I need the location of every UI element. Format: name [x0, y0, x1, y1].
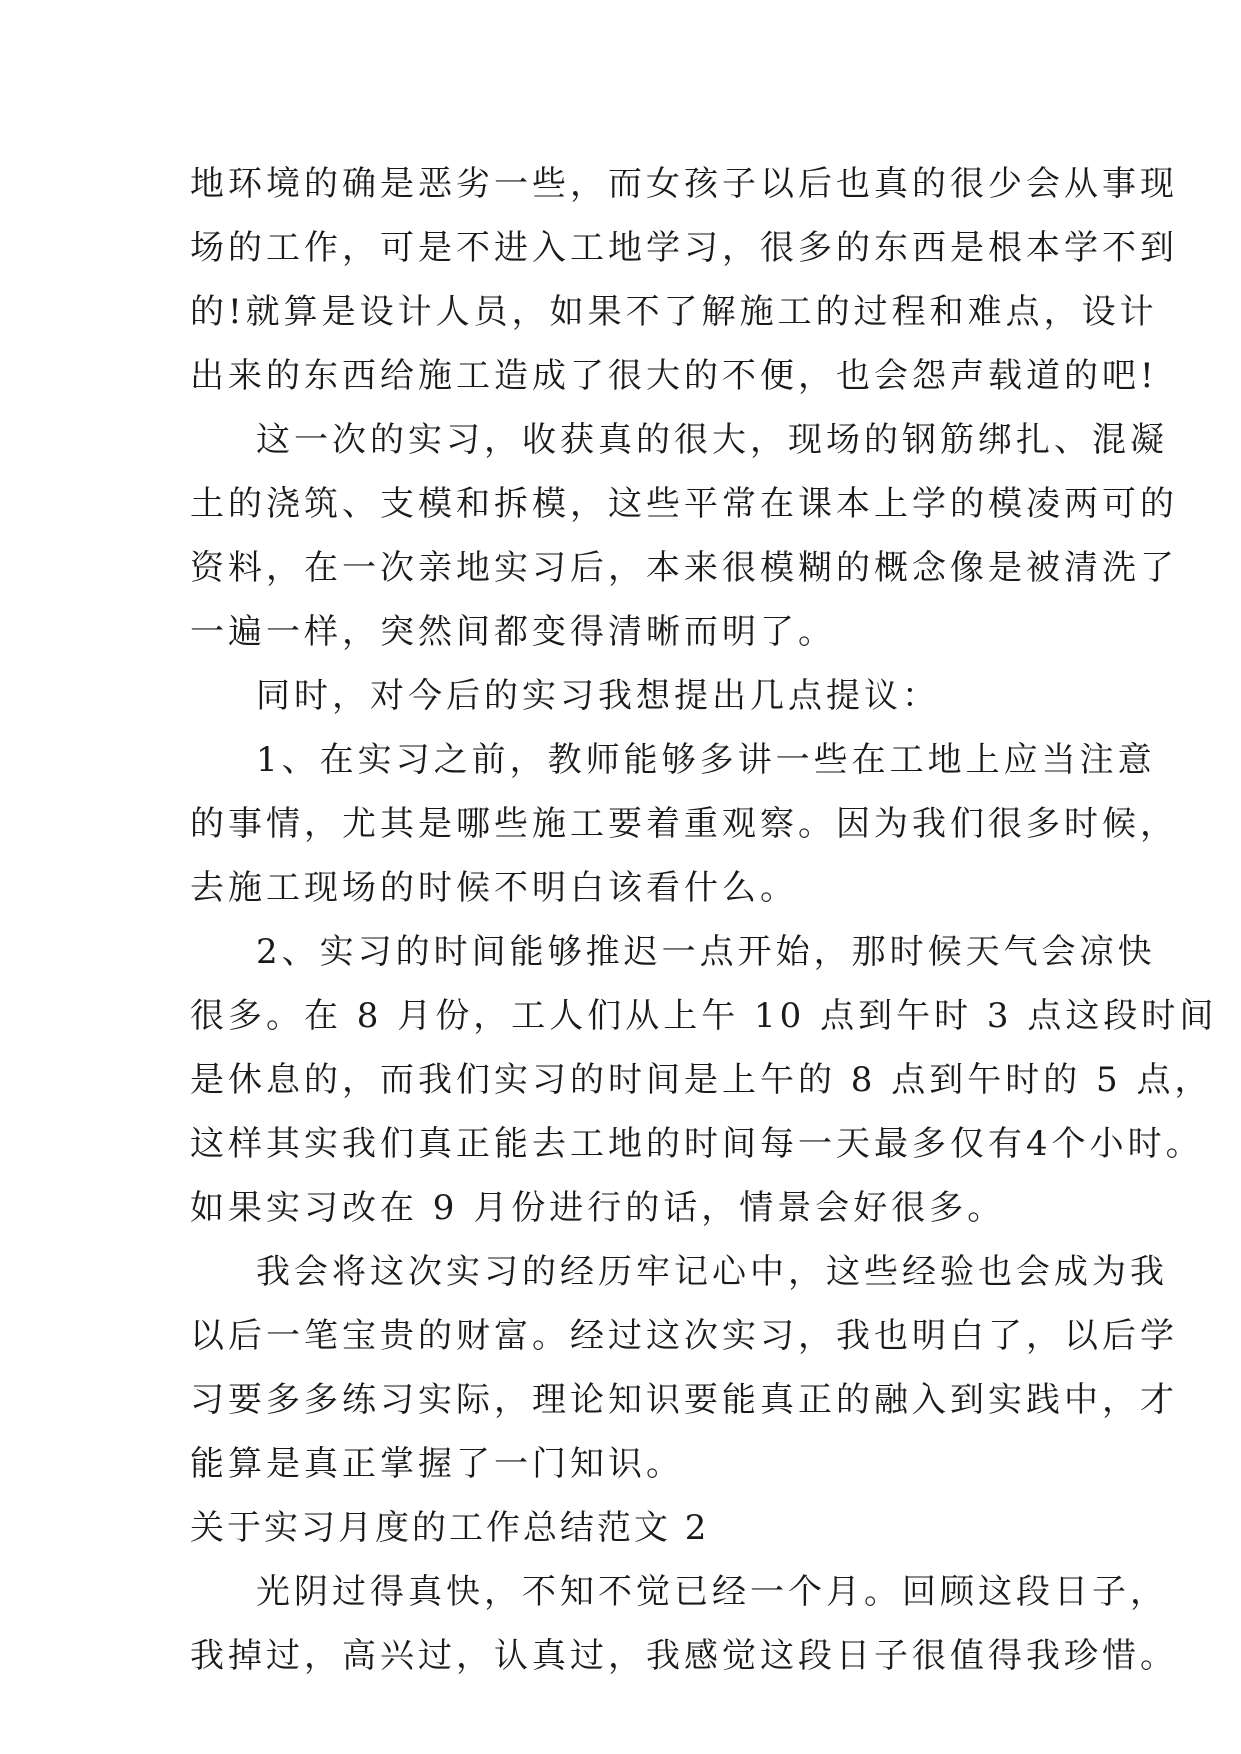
text-line: 以后一笔宝贵的财富。经过这次实习，我也明白了，以后学	[190, 1316, 1178, 1356]
text-line: 很多。在 8 月份，工人们从上午 10 点到午时 3 点这段时间	[190, 996, 1218, 1036]
paragraph-first-line: 光阴过得真快，不知不觉已经一个月。回顾这段日子，	[256, 1572, 1168, 1612]
text-line: 资料，在一次亲地实习后，本来很模糊的概念像是被清洗了	[190, 548, 1178, 588]
text-line: 这样其实我们真正能去工地的时间每一天最多仅有4个小时。	[190, 1124, 1204, 1164]
text-line: 的!就算是设计人员，如果不了解施工的过程和难点，设计	[190, 292, 1158, 332]
text-line: 如果实习改在 9 月份进行的话，情景会好很多。	[190, 1188, 1006, 1228]
section-heading: 关于实习月度的工作总结范文 2	[190, 1508, 710, 1548]
text-line: 地环境的确是恶劣一些，而女孩子以后也真的很少会从事现	[190, 164, 1178, 204]
text-line: 土的浇筑、支模和拆模，这些平常在课本上学的模凌两可的	[190, 484, 1178, 524]
text-line: 是休息的，而我们实习的时间是上午的 8 点到午时的 5 点，	[190, 1060, 1213, 1100]
text-line: 一遍一样，突然间都变得清晰而明了。	[190, 612, 836, 652]
paragraph-first-line: 我会将这次实习的经历牢记心中，这些经验也会成为我	[256, 1252, 1168, 1292]
paragraph-first-line: 同时，对今后的实习我想提出几点提议：	[256, 676, 940, 716]
text-line: 去施工现场的时候不明白该看什么。	[190, 868, 798, 908]
text-line: 的事情，尤其是哪些施工要着重观察。因为我们很多时候，	[190, 804, 1178, 844]
text-line: 习要多多练习实际，理论知识要能真正的融入到实践中，才	[190, 1380, 1178, 1420]
list-item-1: 1、在实习之前，教师能够多讲一些在工地上应当注意	[256, 740, 1156, 780]
text-line: 场的工作，可是不进入工地学习，很多的东西是根本学不到	[190, 228, 1178, 268]
text-line: 出来的东西给施工造成了很大的不便，也会怨声载道的吧!	[190, 356, 1158, 396]
text-line: 能算是真正掌握了一门知识。	[190, 1444, 684, 1484]
text-line: 我掉过，高兴过，认真过，我感觉这段日子很值得我珍惜。	[190, 1636, 1178, 1676]
paragraph-first-line: 这一次的实习，收获真的很大，现场的钢筋绑扎、混凝	[256, 420, 1168, 460]
list-item-2: 2、实习的时间能够推迟一点开始，那时候天气会凉快	[256, 932, 1156, 972]
